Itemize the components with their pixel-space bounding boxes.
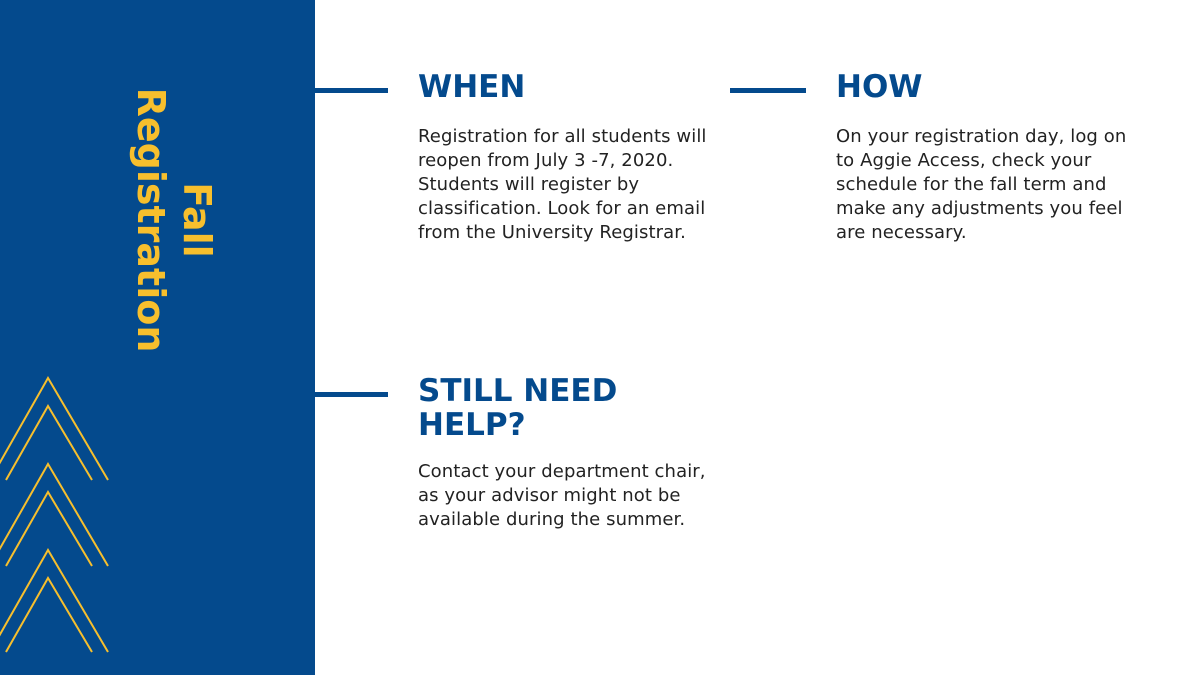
help-heading: STILL NEED HELP?: [418, 373, 618, 443]
chevron-inner-3: [6, 578, 92, 652]
help-connector-line: [315, 392, 388, 397]
chevron-inner-2: [6, 492, 92, 566]
when-heading: WHEN: [418, 69, 526, 105]
when-section: [418, 70, 718, 245]
title-line-registration: Registration: [129, 87, 173, 353]
when-connector-line: [315, 88, 388, 93]
how-section: [836, 70, 1136, 245]
chevron-outer-1: [0, 378, 108, 480]
page-title: [128, 50, 220, 390]
help-body: Contact your department chair, as your advisor might not be available during the summer.: [418, 461, 706, 530]
how-connector-line: [730, 88, 806, 93]
side-panel: [0, 0, 315, 675]
title-line-fall: Fall: [175, 182, 219, 258]
help-section: [418, 374, 708, 532]
how-heading: HOW: [836, 69, 923, 105]
chevron-inner-1: [6, 406, 92, 480]
how-body: On your registration day, log on to Aggie Access, check your schedule for the fall term and make any adjustments you feel are necessary.: [836, 126, 1127, 243]
when-body: Registration for all students will reopen from July 3 -7, 2020. Students will register by classification. Look for an email from the University Registrar.: [418, 126, 707, 243]
chevron-up-stack-icon: [0, 360, 140, 675]
